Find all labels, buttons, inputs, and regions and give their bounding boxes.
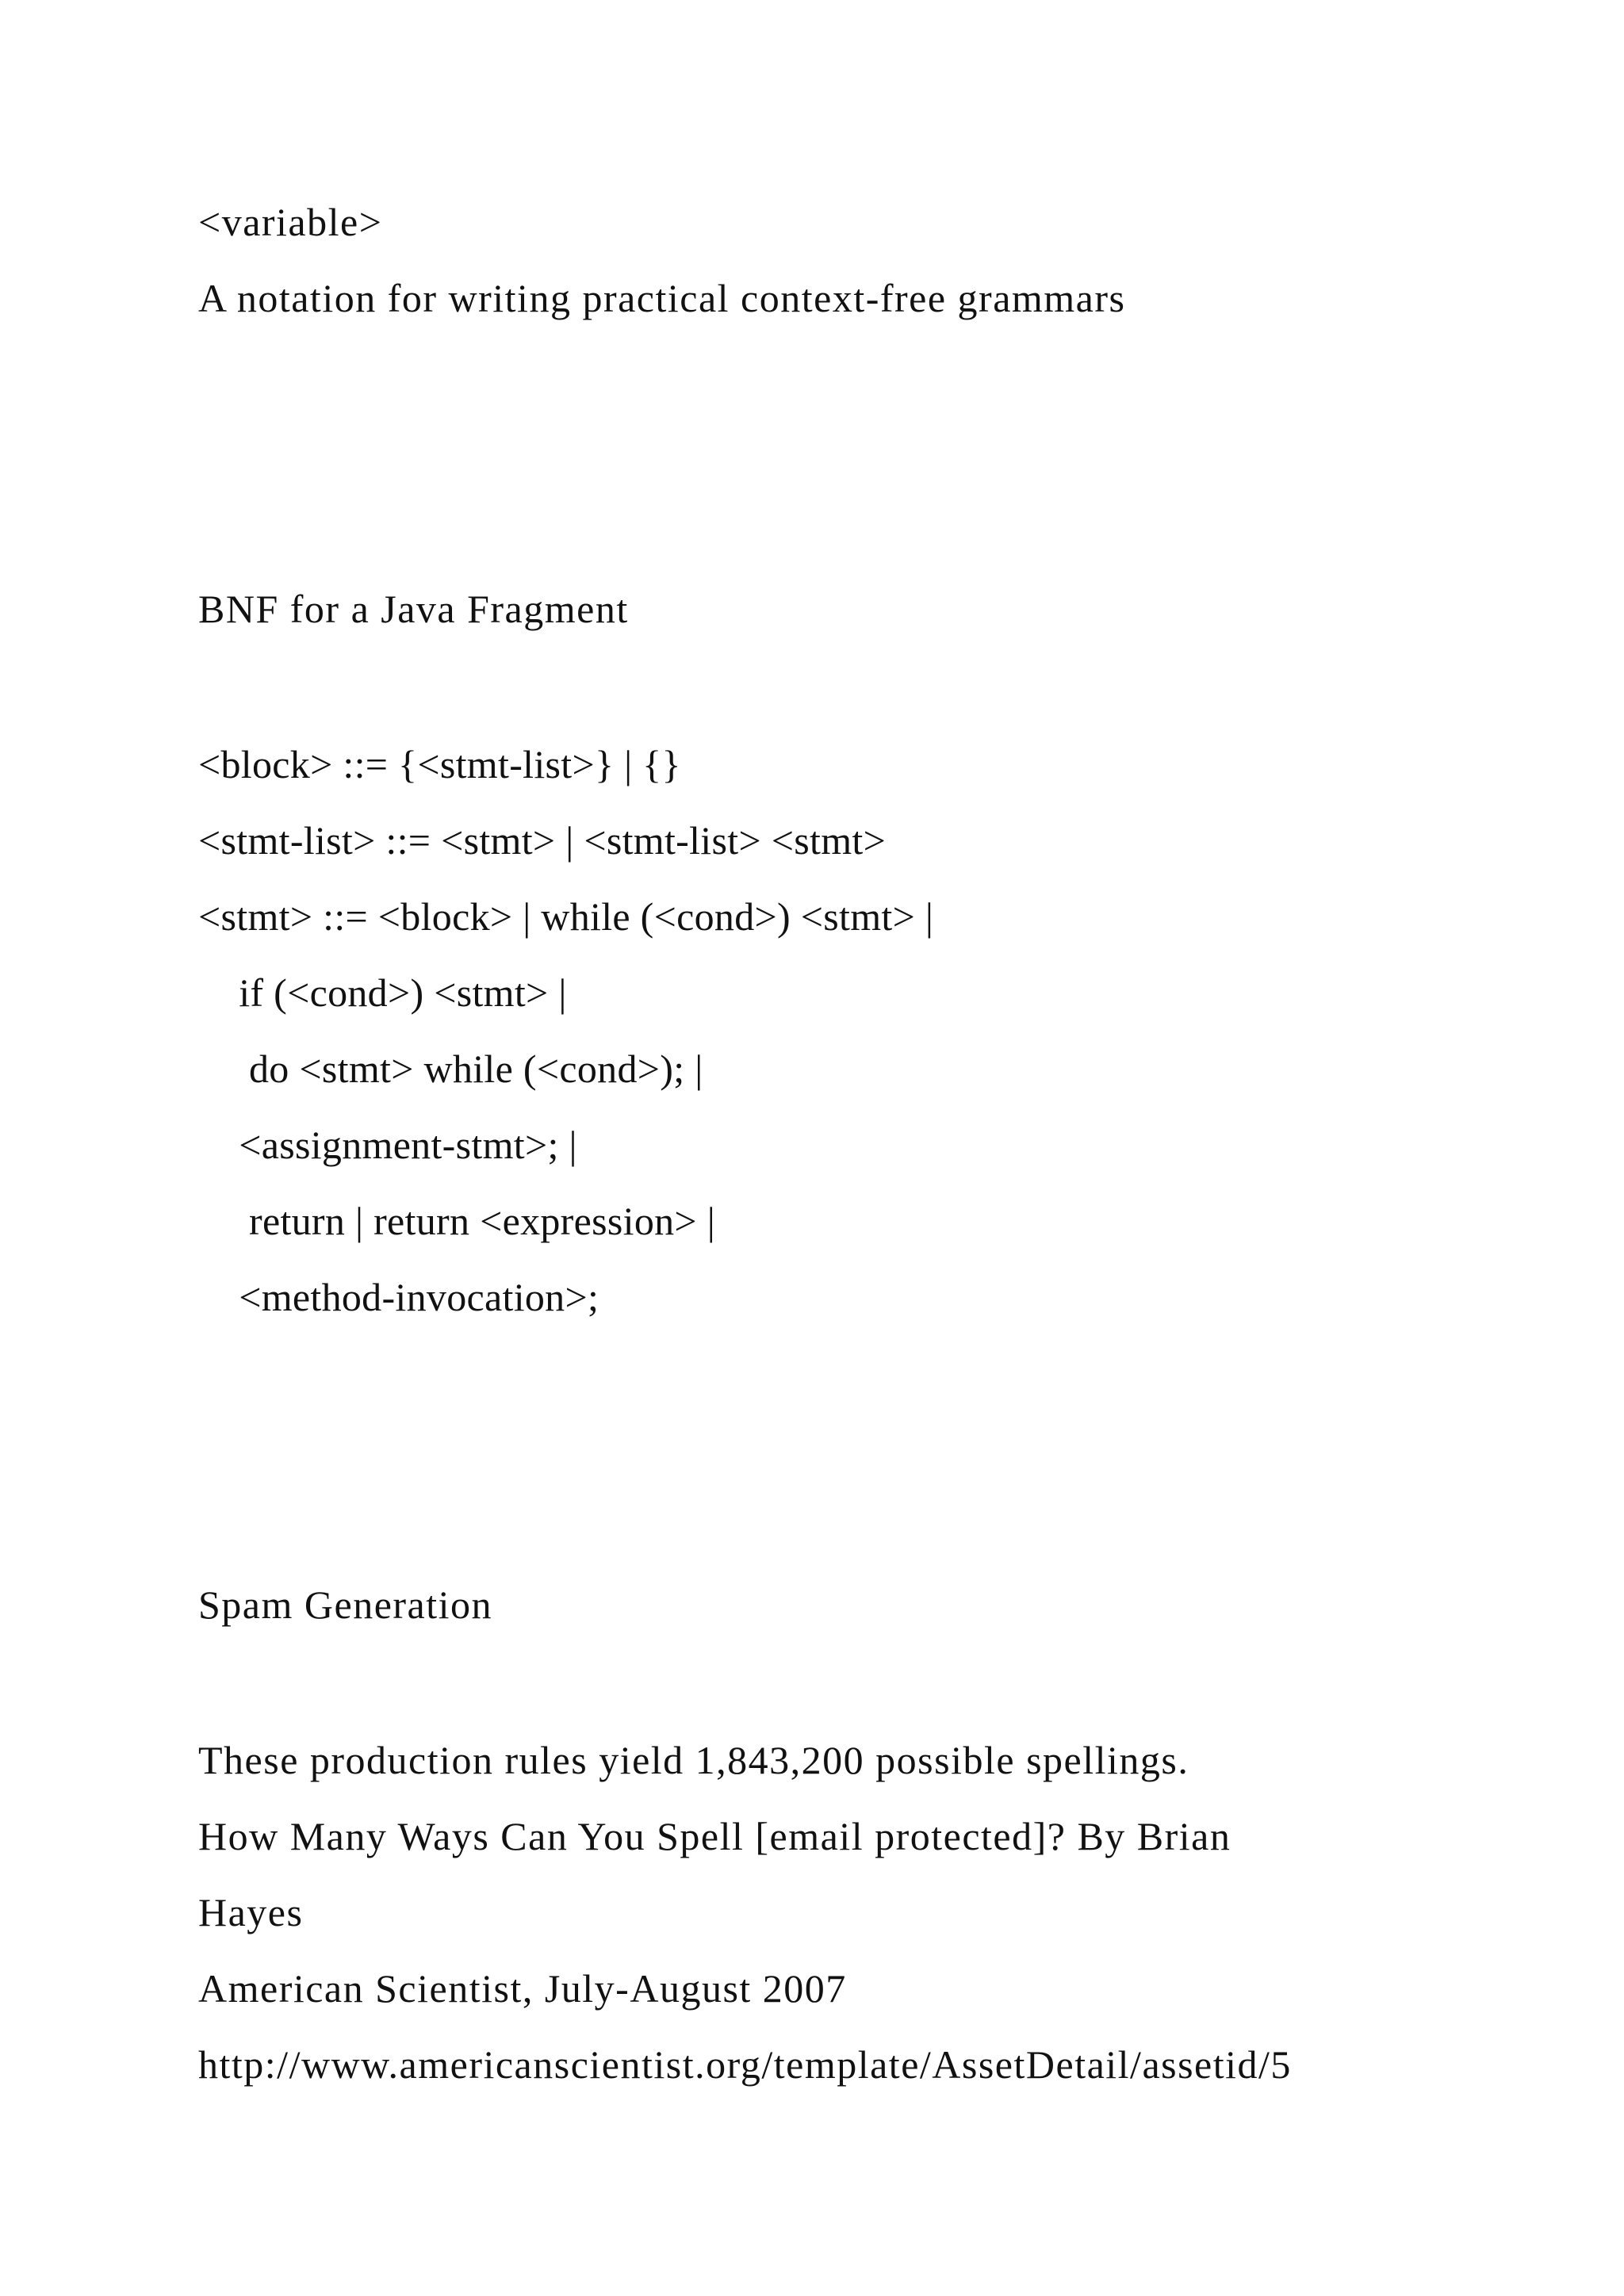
bnf-rule: <assignment-stmt>; | [198,1123,577,1167]
variable-term: <variable> [198,200,383,244]
bnf-rule: return | return <expression> | [198,1199,716,1243]
bnf-heading: BNF for a Java Fragment [198,587,629,631]
bnf-rule: do <stmt> while (<cond>); | [198,1047,703,1091]
variable-definition: A notation for writing practical context-free grammars [198,276,1126,320]
spam-heading: Spam Generation [198,1582,493,1627]
bnf-rule: <stmt-list> ::= <stmt> | <stmt-list> <stmt> [198,818,887,863]
bnf-rule: <method-invocation>; [198,1275,599,1319]
spam-text-line: American Scientist, July-August 2007 [198,1966,847,2011]
spam-text-line: These production rules yield 1,843,200 possible spellings. [198,1738,1189,1782]
bnf-rule: if (<cond>) <stmt> | [198,970,567,1015]
bnf-rule: <block> ::= {<stmt-list>} | {} [198,742,681,786]
spam-text-line: How Many Ways Can You Spell [email protected]? By Brian [198,1814,1231,1858]
spam-text-line: Hayes [198,1890,304,1934]
source-url: http://www.americanscientist.org/template/AssetDetail/assetid/5 [198,2042,1292,2087]
bnf-rule: <stmt> ::= <block> | while (<cond>) <stmt> | [198,894,934,939]
